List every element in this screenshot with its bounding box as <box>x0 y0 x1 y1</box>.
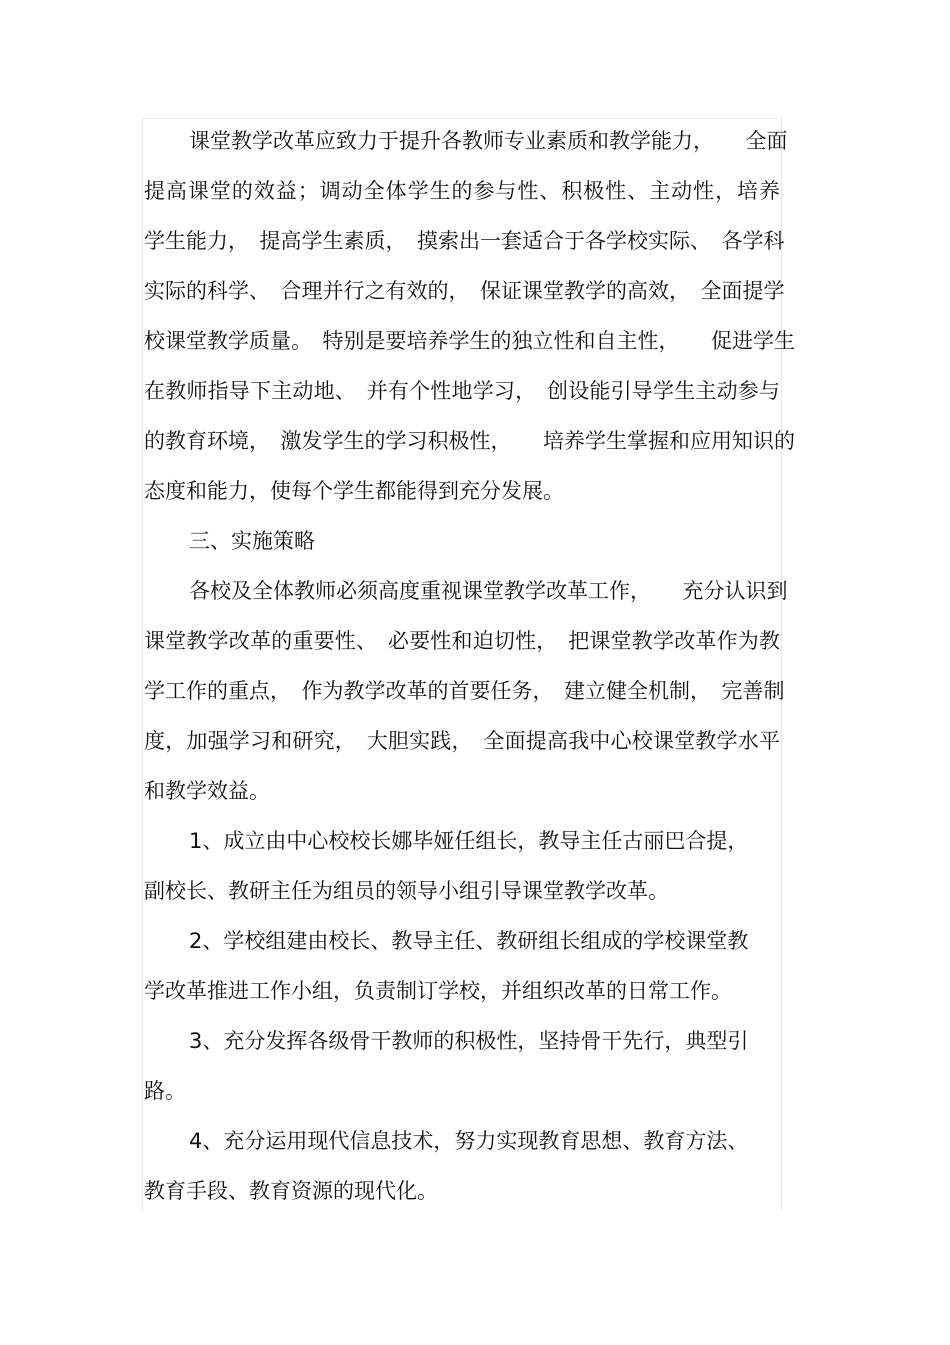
paragraph-1-line-8: 态度和能力，使每个学生都能得到充分发展。 <box>144 479 564 503</box>
paragraph-1-line-6: 在教师指导下主动地、 并有个性地学习， 创设能引导学生主动参与 <box>144 379 780 403</box>
list-item-3-line-1: 3、充分发挥各级骨干教师的积极性，坚持骨干先行，典型引 <box>189 1029 749 1053</box>
paragraph-2-line-5: 和教学效益。 <box>144 779 270 803</box>
list-item-3-line-2: 路。 <box>144 1079 186 1103</box>
list-item-4-line-2: 教育手段、教育资源的现代化。 <box>144 1179 438 1203</box>
list-item-1-line-1: 1、成立由中心校校长娜毕娅任组长，教导主任古丽巴合提， <box>189 829 749 853</box>
paragraph-1-line-1: 课堂教学改革应致力于提升各教师专业素质和教学能力， 全面 <box>189 129 788 153</box>
list-item-1-line-2: 副校长、教研主任为组员的领导小组引导课堂教学改革。 <box>144 879 669 903</box>
paragraph-1-line-7: 的教育环境， 激发学生的学习积极性， 培养学生掌握和应用知识的 <box>144 429 795 453</box>
section-heading: 三、实施策略 <box>189 529 315 553</box>
list-item-2-line-1: 2、学校组建由校长、教导主任、教研组长组成的学校课堂教 <box>189 929 749 953</box>
paragraph-1-line-3: 学生能力， 提高学生素质， 摸索出一套适合于各学校实际、 各学科 <box>144 229 785 253</box>
paragraph-1-line-2: 提高课堂的效益；调动全体学生的参与性、积极性、主动性，培养 <box>144 179 780 203</box>
paragraph-2-line-3: 学工作的重点， 作为教学改革的首要任务， 建立健全机制， 完善制 <box>144 679 785 703</box>
list-item-2-line-2: 学改革推进工作小组，负责制订学校，并组织改革的日常工作。 <box>144 979 732 1003</box>
paragraph-2-line-1: 各校及全体教师必须高度重视课堂教学改革工作， 充分认识到 <box>189 579 788 603</box>
paragraph-1-line-5: 校课堂教学质量。 特别是要培养学生的独立性和自主性， 促进学生 <box>144 329 795 353</box>
paragraph-1-line-4: 实际的科学、 合理并行之有效的， 保证课堂教学的高效， 全面提学 <box>144 279 785 303</box>
paragraph-2-line-2: 课堂教学改革的重要性、 必要性和迫切性， 把课堂教学改革作为教 <box>144 629 780 653</box>
paragraph-2-line-4: 度，加强学习和研究， 大胆实践， 全面提高我中心校课堂教学水平 <box>144 729 780 753</box>
list-item-4-line-1: 4、充分运用现代信息技术，努力实现教育思想、教育方法、 <box>189 1129 749 1153</box>
